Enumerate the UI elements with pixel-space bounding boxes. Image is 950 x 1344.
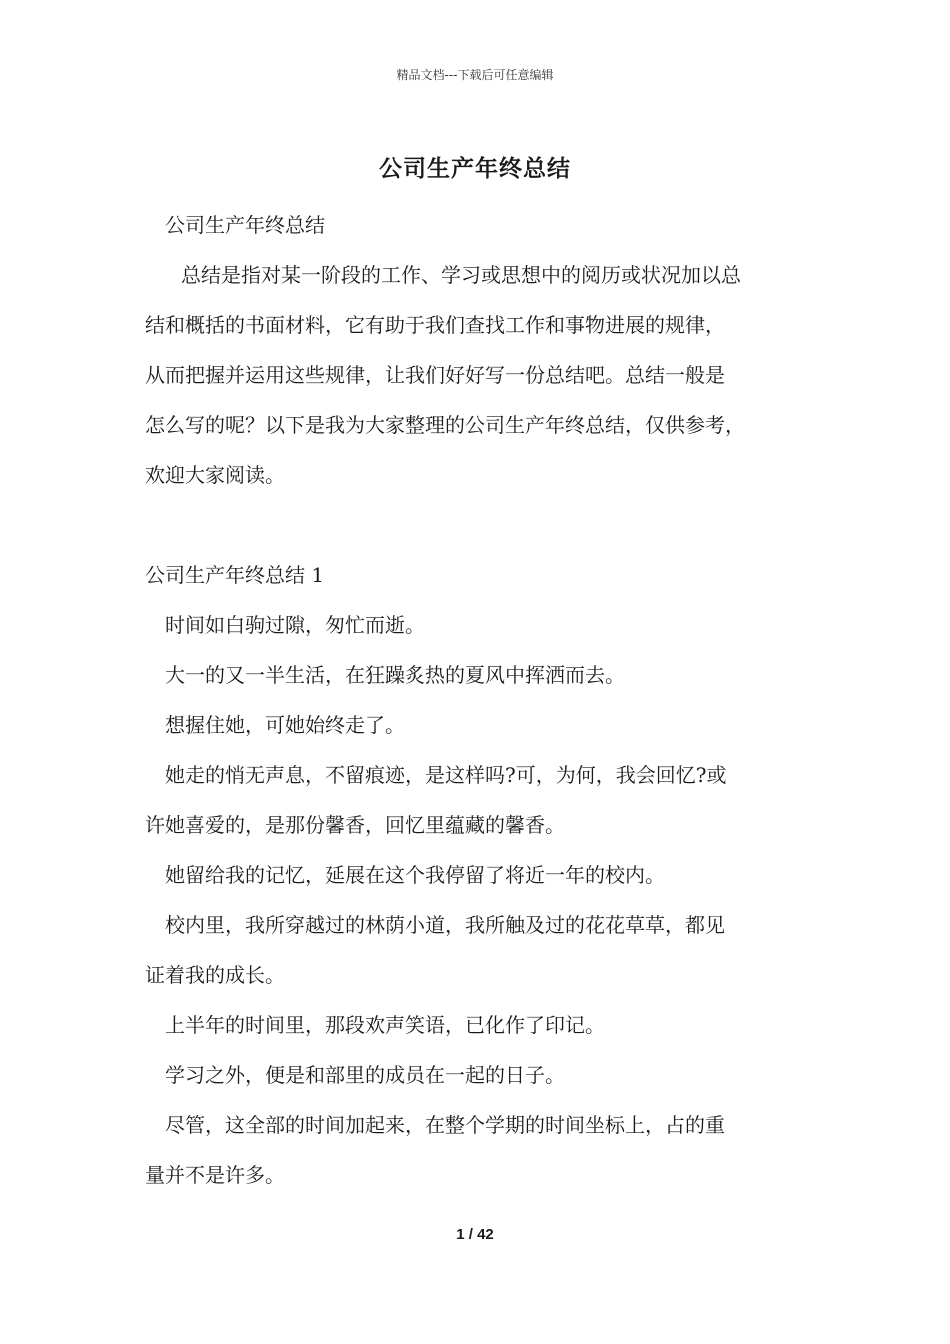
paragraph-line: 想握住她，可她始终走了。 <box>165 713 405 737</box>
intro-line: 怎么写的呢？以下是我为大家整理的公司生产年终总结，仅供参考， <box>145 413 745 437</box>
page-number: 1 / 42 <box>456 1226 494 1243</box>
document-subtitle: 公司生产年终总结 <box>165 213 325 237</box>
document-body <box>145 200 825 1200</box>
intro-line: 欢迎大家阅读。 <box>145 463 285 487</box>
paragraph-line: 她走的悄无声息，不留痕迹，是这样吗?可，为何，我会回忆?或 <box>165 763 727 787</box>
intro-line: 结和概括的书面材料，它有助于我们查找工作和事物进展的规律， <box>145 313 725 337</box>
intro-line: 从而把握并运用这些规律，让我们好好写一份总结吧。总结一般是 <box>145 363 725 387</box>
paragraph-line: 上半年的时间里，那段欢声笑语，已化作了印记。 <box>165 1013 605 1037</box>
paragraph-gap <box>145 500 825 550</box>
header-note: 精品文档---下载后可任意编辑 <box>396 68 554 82</box>
intro-line: 总结是指对某一阶段的工作、学习或思想中的阅历或状况加以总 <box>181 263 741 287</box>
paragraph-line: 尽管，这全部的时间加起来，在整个学期的时间坐标上，占的重 <box>165 1113 725 1137</box>
paragraph-line: 校内里，我所穿越过的林荫小道，我所触及过的花花草草，都见 <box>165 913 725 937</box>
section-heading: 公司生产年终总结 1 <box>145 563 325 587</box>
paragraph-line: 许她喜爱的，是那份馨香，回忆里蕴藏的馨香。 <box>145 813 565 837</box>
paragraph-line: 她留给我的记忆，延展在这个我停留了将近一年的校内。 <box>165 863 665 887</box>
document-title: 公司生产年终总结 <box>379 155 571 182</box>
paragraph-line: 时间如白驹过隙，匆忙而逝。 <box>165 613 425 637</box>
paragraph-line: 学习之外，便是和部里的成员在一起的日子。 <box>165 1063 565 1087</box>
paragraph-line: 证着我的成长。 <box>145 963 285 987</box>
paragraph-line: 大一的又一半生活，在狂躁炙热的夏风中挥洒而去。 <box>165 663 625 687</box>
paragraph-line: 量并不是许多。 <box>145 1163 285 1187</box>
